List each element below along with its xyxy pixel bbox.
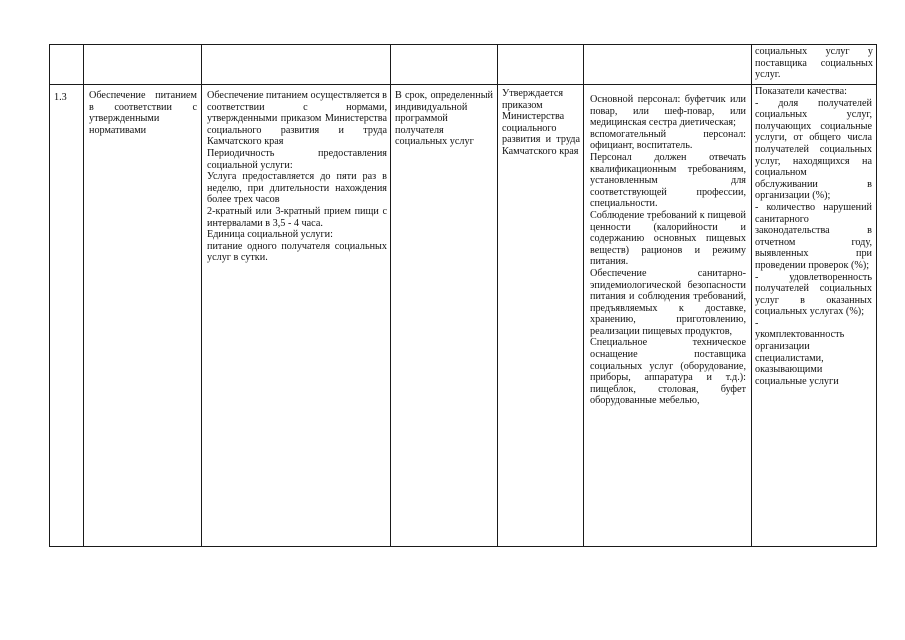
- row-separator: [49, 84, 877, 85]
- service-name-cell: Обеспечение питанием в соответствии с утвержденными нормативами: [89, 90, 197, 136]
- col-border-5: [583, 44, 584, 547]
- service-tariff-cell: Утверждается приказом Министерства социального развития и труда Камчатского края: [502, 88, 580, 157]
- col-border-7: [876, 44, 877, 547]
- service-description-cell: Обеспечение питанием осуществляется в соответствии с нормами, утвержденными приказом Министерства социального развития и труда Камчатского края Периодичность предоставления социальной услуги: Услуга предоставляется до пяти раз в неделю, при длительности нахождения более трех часов 2-кратный или 3-кратный прием пищи с интервалами в 3,5 - 4 часа. Единица социальной услуги: питание одного получателя социальных услуг в сутки.: [207, 90, 387, 264]
- col-border-6: [751, 44, 752, 547]
- table-top-border: [49, 44, 877, 45]
- service-conditions-cell: Основной персонал: буфетчик или повар, или шеф-повар, или медицинская сестра диетическая; вспомогательный персонал: официант, воспитатель. Персонал должен отвечать квалификационным требованиям, установленным для соответствующей профессии, специальности. Соблюдение требований к пищевой ценности (калорийности и содержанию основных пищевых веществ) рационов и режиму питания. Обеспечение санитарно-эпидемиологической безопасности питания и соблюдения требований, предъявляемых к доставке, хранению, приготовлению, реализации пищевых продуктов, Специальное техническое оснащение поставщика социальных услуг (оборудование, приборы, аппаратура и т.д.): пищеблок, столовая, буфет оборудованные мебелью,: [590, 94, 746, 407]
- quality-indicators-cell: Показатели качества: - доля получателей социальных услуг, получающих социальные услуги, от общего числа получателей социальных услуг, находящихся на социальном обслуживании в организации (%); - количество нарушений санитарного законодательства в отчетном году, выявленных при проведении проверок (%); - удовлетворенность получателей социальных услуг в оказанных социальных услугах (%); - укомплектованность организации специалистами, оказывающими социальные услуги: [755, 86, 872, 387]
- row-number: 1.3: [54, 92, 67, 103]
- col-border-2: [201, 44, 202, 547]
- prev-row-indicators-cell: социальных услуг у поставщика социальных услуг.: [755, 46, 873, 81]
- table-bottom-border: [49, 546, 877, 547]
- col-border-4: [497, 44, 498, 547]
- col-border-0: [49, 44, 50, 547]
- col-border-1: [83, 44, 84, 547]
- service-term-cell: В срок, определенный индивидуальной программой получателя социальных услуг: [395, 90, 493, 148]
- col-border-3: [390, 44, 391, 547]
